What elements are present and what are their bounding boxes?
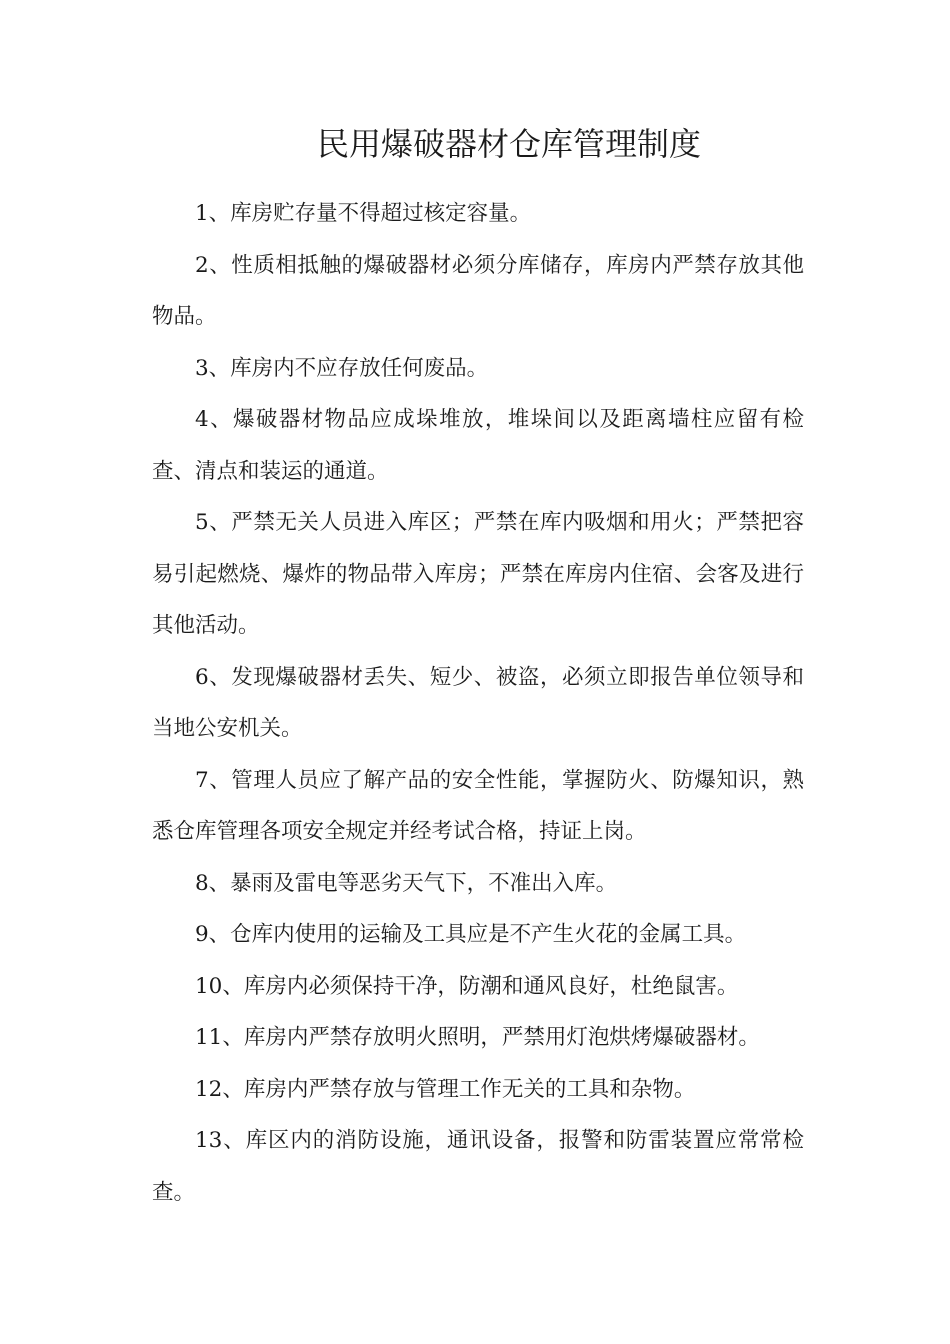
clause-1: 1、库房贮存量不得超过核定容量。	[195, 201, 532, 226]
clause-9: 9、仓库内使用的运输及工具应是不产生火花的金属工具。	[195, 922, 747, 947]
clause-11: 11、库房内严禁存放明火照明，严禁用灯泡烘烤爆破器材。	[195, 1025, 760, 1050]
clause-10: 10、库房内必须保持干净，防潮和通风良好，杜绝鼠害。	[195, 973, 739, 999]
clause-8: 8、暴雨及雷电等恶劣天气下，不准出入库。	[195, 870, 618, 896]
clause-2: 2、性质相抵触的爆破器材必须分库储存，库房内严禁存放其他物品。	[152, 252, 804, 329]
clause-12: 12、库房内严禁存放与管理工作无关的工具和杂物。	[195, 1076, 696, 1102]
clause-3: 3、库房内不应存放任何废品。	[195, 355, 489, 381]
document-title: 民用爆破器材仓库管理制度	[316, 125, 701, 163]
clause-5: 5、严禁无关人员进入库区；严禁在库内吸烟和用火；严禁把容易引起燃烧、爆炸的物品带入库房；严禁在库房内住宿、会客及进行其他活动。	[152, 510, 804, 638]
clause-4: 4、爆破器材物品应成垛堆放，堆垛间以及距离墙柱应留有检查、清点和装运的通道。	[152, 407, 804, 484]
document-body	[152, 188, 804, 1218]
clause-7: 7、管理人员应了解产品的安全性能，掌握防火、防爆知识，熟悉仓库管理各项安全规定并经考试合格，持证上岗。	[152, 767, 804, 844]
clause-6: 6、发现爆破器材丢失、短少、被盗，必须立即报告单位领导和当地公安机关。	[152, 664, 804, 741]
clause-13: 13、库区内的消防设施，通讯设备，报警和防雷装置应常常检查。	[152, 1128, 804, 1205]
